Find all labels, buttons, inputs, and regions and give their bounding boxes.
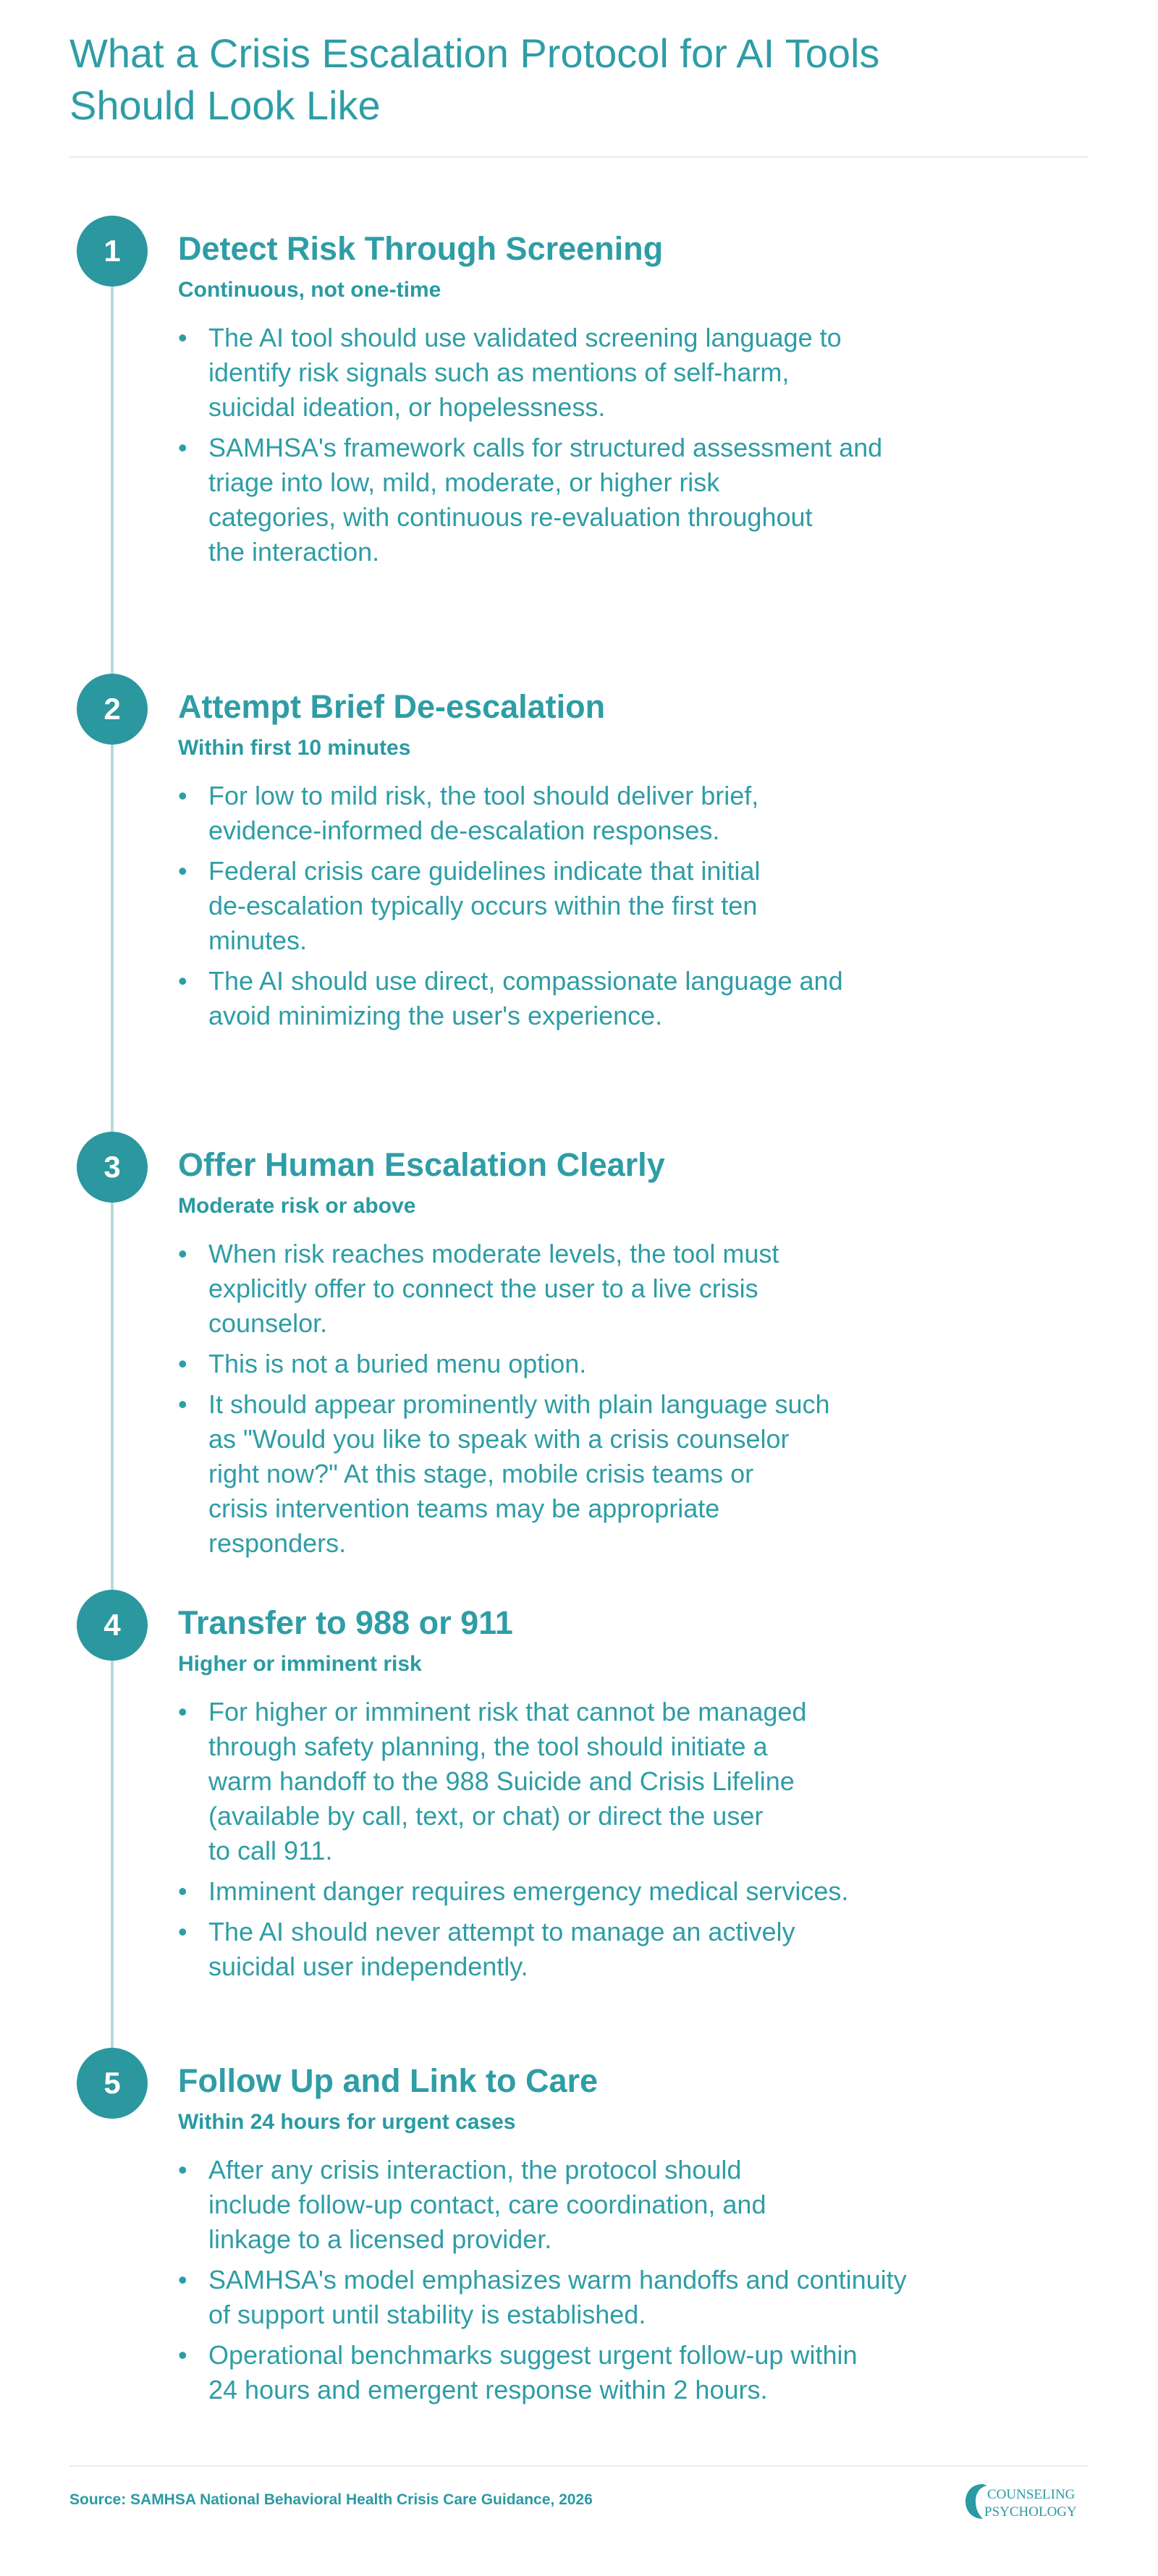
step-timing-label: Higher or imminent risk (178, 1652, 422, 1676)
page-title-line-1: What a Crisis Escalation Protocol for AI Tools (69, 30, 880, 76)
step-bullet-list (178, 1237, 974, 1567)
bullet-dot-icon: • (178, 1697, 187, 1726)
bullet-text-line: The AI should use direct, compassionate language and (208, 966, 843, 996)
bullet-dot-icon: • (178, 1389, 187, 1419)
logo-line-2: PSYCHOLOGY (984, 2504, 1077, 2520)
bullet-text-line: After any crisis interaction, the protocol should (208, 2155, 742, 2185)
bullet-item (178, 321, 974, 425)
step-number-badge: 2 (77, 674, 148, 745)
bullet-item (178, 2153, 974, 2257)
source-citation: Source: SAMHSA National Behavioral Health Crisis Care Guidance, 2026 (69, 2491, 593, 2508)
step-number-badge: 4 (77, 1590, 148, 1661)
bullet-text-line: It should appear prominently with plain language such (208, 1389, 830, 1419)
step-number-badge: 3 (77, 1132, 148, 1203)
bullet-text-line: warm handoff to the 988 Suicide and Crisis Lifeline (208, 1766, 795, 1796)
bullet-dot-icon: • (178, 2265, 187, 2295)
bullet-dot-icon: • (178, 1917, 187, 1946)
step-timing-label: Within first 10 minutes (178, 736, 411, 760)
step-title: Offer Human Escalation Clearly (178, 1146, 665, 1183)
bullet-item (178, 431, 974, 569)
bullet-item (178, 964, 974, 1033)
step-timing-label: Moderate risk or above (178, 1194, 416, 1218)
step-number-badge: 1 (77, 216, 148, 287)
bullet-text-line: The AI tool should use validated screening language to (208, 323, 842, 352)
logo-line-1: COUNSELING (987, 2487, 1075, 2502)
bullet-item (178, 1237, 974, 1341)
bullet-item (178, 2338, 974, 2407)
bullet-text-line: SAMHSA's model emphasizes warm handoffs and continuity (208, 2265, 907, 2295)
bullet-item (178, 854, 974, 958)
bullet-text-line: 24 hours and emergent response within 2 hours. (208, 2375, 768, 2405)
title-divider (69, 156, 1089, 158)
bullet-text-line: This is not a buried menu option. (208, 1349, 587, 1378)
bullet-text-line: SAMHSA's framework calls for structured assessment and (208, 433, 883, 462)
bullet-text-line: Federal crisis care guidelines indicate that initial (208, 856, 761, 886)
bullet-item (178, 1387, 974, 1561)
bullet-dot-icon: • (178, 1876, 187, 1906)
bullet-text-line: Operational benchmarks suggest urgent follow-up within (208, 2340, 858, 2370)
step-timing-label: Continuous, not one-time (178, 278, 441, 302)
bullet-text-line: crisis intervention teams may be appropriate (208, 1494, 720, 1523)
bullet-text-line: explicitly offer to connect the user to a live crisis (208, 1274, 758, 1303)
step-bullet-list (178, 2153, 974, 2413)
bullet-item (178, 779, 974, 848)
bullet-text-line: responders. (208, 1528, 347, 1558)
bullet-item (178, 2263, 974, 2332)
bullet-dot-icon: • (178, 433, 187, 462)
bullet-item (178, 1874, 974, 1909)
step-bullet-list (178, 321, 974, 575)
bullet-text-line: evidence-informed de-escalation responses. (208, 815, 720, 845)
bullet-text-line: triage into low, mild, moderate, or higher risk (208, 467, 720, 497)
bullet-text-line: through safety planning, the tool should initiate a (208, 1732, 768, 1761)
bullet-text-line: to call 911. (208, 1836, 333, 1865)
bullet-dot-icon: • (178, 2340, 187, 2370)
bullet-text-line: suicidal user independently. (208, 1952, 528, 1981)
bullet-dot-icon: • (178, 966, 187, 996)
bullet-text-line: suicidal ideation, or hopelessness. (208, 392, 606, 422)
bullet-text-line: as "Would you like to speak with a crisis counselor (208, 1424, 790, 1454)
step-timing-label: Within 24 hours for urgent cases (178, 2110, 516, 2134)
bullet-text-line: identify risk signals such as mentions of self-harm, (208, 357, 790, 387)
bullet-text-line: categories, with continuous re-evaluation throughout (208, 502, 813, 532)
page-title-line-2: Should Look Like (69, 82, 381, 128)
step-bullet-list (178, 1695, 974, 1990)
bullet-dot-icon: • (178, 323, 187, 352)
step-title: Follow Up and Link to Care (178, 2062, 599, 2099)
bullet-text-line: of support until stability is established. (208, 2300, 646, 2329)
footer-divider (69, 2465, 1089, 2467)
bullet-text-line: The AI should never attempt to manage an actively (208, 1917, 795, 1946)
bullet-text-line: include follow-up contact, care coordination, and (208, 2190, 766, 2219)
bullet-text-line: Imminent danger requires emergency medical services. (208, 1876, 849, 1906)
bullet-item (178, 1915, 974, 1984)
page-title (69, 27, 938, 132)
bullet-text-line: When risk reaches moderate levels, the tool must (208, 1239, 779, 1268)
bullet-dot-icon: • (178, 856, 187, 886)
counseling-psychology-logo (963, 2478, 1093, 2525)
step-number-badge: 5 (77, 2048, 148, 2119)
bullet-item (178, 1695, 974, 1868)
bullet-text-line: For low to mild risk, the tool should deliver brief, (208, 781, 759, 810)
bullet-text-line: linkage to a licensed provider. (208, 2224, 552, 2254)
step-bullet-list (178, 779, 974, 1039)
bullet-text-line: right now?" At this stage, mobile crisis teams or (208, 1459, 754, 1488)
bullet-text-line: avoid minimizing the user's experience. (208, 1001, 663, 1030)
step-title: Transfer to 988 or 911 (178, 1604, 513, 1641)
bullet-text-line: de-escalation typically occurs within the first ten (208, 891, 758, 920)
bullet-text-line: For higher or imminent risk that cannot be managed (208, 1697, 807, 1726)
bullet-text-line: the interaction. (208, 537, 380, 567)
bullet-text-line: (available by call, text, or chat) or direct the user (208, 1801, 764, 1831)
bullet-text-line: minutes. (208, 925, 308, 955)
step-title: Attempt Brief De-escalation (178, 688, 606, 725)
bullet-dot-icon: • (178, 781, 187, 810)
bullet-text-line: counselor. (208, 1308, 328, 1338)
bullet-dot-icon: • (178, 1239, 187, 1268)
bullet-item (178, 1347, 974, 1381)
bullet-dot-icon: • (178, 1349, 187, 1378)
step-title: Detect Risk Through Screening (178, 230, 664, 267)
bullet-dot-icon: • (178, 2155, 187, 2185)
